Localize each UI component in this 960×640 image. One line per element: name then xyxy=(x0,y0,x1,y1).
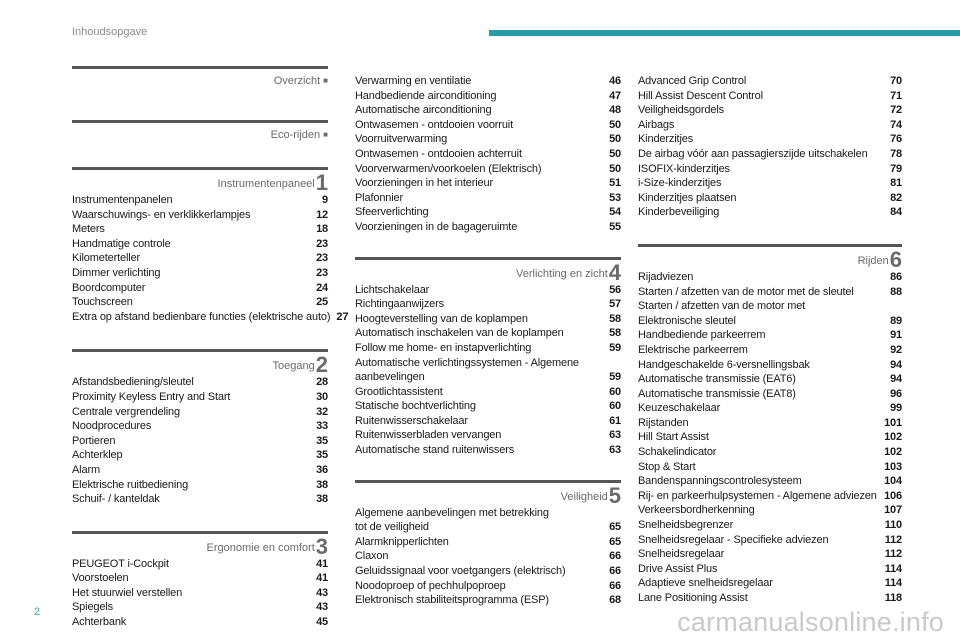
toc-entry-page: 101 xyxy=(884,416,902,429)
toc-entry[interactable] xyxy=(72,615,328,630)
toc-entry[interactable] xyxy=(638,576,902,591)
toc-entry-label: Snelheidsbegrenzer xyxy=(638,519,734,532)
toc-entry-page: 66 xyxy=(609,565,621,578)
toc-entry-label: Kinderzitjes plaatsen xyxy=(638,191,737,204)
toc-entry[interactable] xyxy=(638,416,902,431)
toc-entry[interactable] xyxy=(638,162,902,177)
toc-entry[interactable] xyxy=(638,562,902,577)
toc-entry-label: Automatische airconditioning xyxy=(355,104,492,117)
toc-entry[interactable] xyxy=(355,399,621,414)
toc-entry[interactable] xyxy=(355,118,621,133)
toc-entry-page: 30 xyxy=(316,390,328,403)
toc-entry[interactable] xyxy=(72,600,328,615)
toc-entry[interactable] xyxy=(72,478,328,493)
toc-entry-page: 96 xyxy=(890,387,902,400)
toc-entry[interactable] xyxy=(638,547,902,562)
toc-entry[interactable] xyxy=(72,251,328,266)
toc-entry[interactable] xyxy=(355,564,621,579)
toc-entry-page: 61 xyxy=(609,414,621,427)
toc-entry-label: Voorverwarmen/voorkoelen (Elektrisch) xyxy=(355,162,542,175)
toc-entry[interactable] xyxy=(72,434,328,449)
section-title: Overzicht xyxy=(273,75,321,87)
toc-entry-label: Geluidssignaal voor voetgangers (elektrisch) xyxy=(355,565,566,578)
toc-entry-page: 88 xyxy=(890,285,902,298)
toc-entry-label: Lichtschakelaar xyxy=(355,283,430,296)
toc-entry-label: Elektronisch stabiliteitsprogramma (ESP) xyxy=(355,594,549,607)
toc-entry-page: 23 xyxy=(316,266,328,279)
toc-entry-label: Afstandsbediening/sleutel xyxy=(72,376,194,389)
toc-entry-page: 118 xyxy=(884,592,902,604)
toc-entry-page: 23 xyxy=(316,252,328,265)
toc-entry-page: 66 xyxy=(609,550,621,563)
toc-entry-page: 18 xyxy=(316,223,328,236)
toc-entry-label: Alarm xyxy=(72,463,100,476)
section-heading xyxy=(355,257,621,283)
toc-entry-label: Veiligheidsgordels xyxy=(638,104,724,117)
toc-entry-label: Dimmer verlichting xyxy=(72,266,161,279)
toc-entry[interactable] xyxy=(72,310,349,325)
header-accent-bar xyxy=(489,30,960,36)
toc-entry-label: Alarmknipperlichten xyxy=(355,535,449,548)
toc-entry-page: 59 xyxy=(609,371,621,384)
toc-entry-page: 45 xyxy=(316,616,328,629)
toc-entry[interactable] xyxy=(355,593,621,608)
toc-entry-page: 72 xyxy=(890,104,902,117)
toc-entry[interactable] xyxy=(72,208,328,223)
toc-entry-label: Lane Positioning Assist xyxy=(638,592,748,604)
toc-entry-label-line: Elektronische sleutel xyxy=(638,314,736,327)
toc-entry[interactable] xyxy=(638,372,902,387)
toc-entry-page: 43 xyxy=(316,601,328,614)
toc-entry[interactable] xyxy=(72,571,328,586)
section-title: Toegang xyxy=(272,360,315,373)
toc-entry[interactable] xyxy=(355,74,621,89)
toc-entry[interactable] xyxy=(355,297,621,312)
toc-entry-page: 79 xyxy=(890,162,902,175)
toc-entry-label: Keuzeschakelaar xyxy=(638,402,721,415)
toc-entry-page: 41 xyxy=(316,557,328,570)
toc-entry-label: Elektrische parkeerrem xyxy=(638,343,748,356)
toc-entry[interactable] xyxy=(355,341,621,356)
section-heading xyxy=(72,120,328,142)
section-heading xyxy=(72,531,328,557)
toc-entry-label: Richtingaanwijzers xyxy=(355,298,445,311)
toc-entry-page: 89 xyxy=(890,314,902,327)
section-title: Instrumentenpaneel xyxy=(217,178,315,190)
toc-entry[interactable] xyxy=(638,343,902,358)
toc-entry[interactable] xyxy=(638,489,902,504)
section-number: 6 xyxy=(889,246,902,272)
toc-entry-label: Sfeerverlichting xyxy=(355,206,429,219)
toc-entry-page: 36 xyxy=(316,463,328,476)
toc-entry-label: Extra op afstand bedienbare functies (elektrische auto) xyxy=(72,310,331,323)
toc-entry-page: 56 xyxy=(609,283,621,296)
toc-entry-label: Drive Assist Plus xyxy=(638,562,718,575)
toc-entry[interactable] xyxy=(72,448,328,463)
toc-entry-page: 91 xyxy=(890,329,902,342)
toc-entry-label: PEUGEOT i-Cockpit xyxy=(72,557,169,570)
toc-entry-page: 25 xyxy=(316,296,328,309)
toc-entry-label: Boordcomputer xyxy=(72,281,146,294)
section-title: Rijden xyxy=(857,254,889,267)
toc-entry-page: 102 xyxy=(884,446,902,459)
toc-entry[interactable] xyxy=(355,443,621,458)
toc-entry[interactable] xyxy=(72,586,328,601)
toc-entry[interactable] xyxy=(355,283,621,298)
toc-entry-label-line: Algemene aanbevelingen met betrekking xyxy=(355,506,549,519)
toc-entry[interactable] xyxy=(355,428,621,443)
toc-entry-label: De airbag vóór aan passagierszijde uitschakelen xyxy=(638,147,868,160)
toc-entry-label: Rijadviezen xyxy=(638,270,694,283)
toc-entry-label: ISOFIX-kinderzitjes xyxy=(638,162,730,175)
section-heading xyxy=(72,167,328,193)
toc-entry[interactable] xyxy=(355,89,621,104)
toc-entry[interactable] xyxy=(355,191,621,206)
toc-entry[interactable] xyxy=(355,176,621,191)
toc-entry-label: i-Size-kinderzitjes xyxy=(638,177,722,190)
toc-entry[interactable] xyxy=(72,266,328,281)
toc-entry-label: Starten / afzetten van de motor met de sleutel xyxy=(638,285,854,298)
toc-entry-page: 81 xyxy=(890,177,902,190)
toc-entry-label: Kilometerteller xyxy=(72,252,141,265)
toc-entry-page: 48 xyxy=(609,104,621,117)
section-title: Veiligheid xyxy=(560,490,608,503)
toc-entry-label xyxy=(638,299,805,328)
toc-entry-label: Voorruitverwarming xyxy=(355,133,448,146)
toc-entry-label: Statische bochtverlichting xyxy=(355,400,476,413)
toc-entry-page: 65 xyxy=(609,521,621,534)
toc-entry-label: Automatische stand ruitenwissers xyxy=(355,444,515,457)
toc-entry-label: Portieren xyxy=(72,434,116,447)
toc-entry-page: 50 xyxy=(609,147,621,160)
toc-entry[interactable] xyxy=(638,518,902,533)
toc-entry-page: 70 xyxy=(890,75,902,87)
toc-entry[interactable] xyxy=(638,299,902,328)
toc-entry-page: 66 xyxy=(609,579,621,592)
toc-entry-page: 27 xyxy=(336,310,349,323)
toc-entry[interactable] xyxy=(355,506,621,535)
toc-entry-page: 9 xyxy=(322,194,328,206)
toc-entry-page: 71 xyxy=(890,89,902,102)
toc-entry-page: 58 xyxy=(609,327,621,340)
toc-entry-page: 106 xyxy=(884,489,902,502)
section-heading xyxy=(355,480,621,506)
toc-entry[interactable] xyxy=(355,220,621,235)
toc-entry-label: Claxon xyxy=(355,550,389,563)
toc-entry-label: Handmatige controle xyxy=(72,237,171,250)
toc-entry-label: Handbediende parkeerrem xyxy=(638,329,766,342)
page-header-title: Inhoudsopgave xyxy=(72,26,148,38)
toc-entry-page: 107 xyxy=(884,504,902,517)
toc-entry-label: Spiegels xyxy=(72,601,113,614)
toc-entry-page: 65 xyxy=(609,535,621,548)
toc-entry-label: Stop & Start xyxy=(638,460,696,473)
toc-entry-page: 24 xyxy=(316,281,328,294)
toc-entry-page: 94 xyxy=(890,358,902,371)
toc-entry-page: 38 xyxy=(316,478,328,491)
toc-entry-page: 63 xyxy=(609,444,621,457)
toc-entry-page: 50 xyxy=(609,118,621,131)
toc-entry-page: 112 xyxy=(884,533,902,546)
toc-entry-label: Airbags xyxy=(638,118,675,131)
toc-entry-label xyxy=(355,506,549,535)
toc-entry-label xyxy=(355,356,579,385)
section-number: 4 xyxy=(608,259,621,285)
toc-entry-page: 94 xyxy=(890,373,902,386)
toc-entry-page: 38 xyxy=(316,493,328,506)
section-heading xyxy=(72,349,328,378)
toc-entry[interactable] xyxy=(72,463,328,478)
toc-entry-label: Snelheidsregelaar xyxy=(638,548,725,561)
toc-entry[interactable] xyxy=(638,89,902,104)
toc-entry-page: 60 xyxy=(609,400,621,413)
section-number: 3 xyxy=(315,533,328,559)
toc-entry-label-line: Automatische verlichtingssystemen - Algemene xyxy=(355,356,579,369)
section-number: 1 xyxy=(315,170,328,195)
toc-entry-label: Noodoproep of pechhulpoproep xyxy=(355,579,506,592)
toc-entry-page: 35 xyxy=(316,449,328,462)
toc-entry-page: 68 xyxy=(609,594,621,607)
toc-entry-label: Handgeschakelde 6-versnellingsbak xyxy=(638,358,810,371)
toc-entry[interactable] xyxy=(638,176,902,191)
toc-entry-page: 112 xyxy=(884,548,902,561)
toc-entry-label: Ontwasemen - ontdooien voorruit xyxy=(355,118,513,131)
toc-entry[interactable] xyxy=(638,503,902,518)
toc-entry[interactable] xyxy=(638,205,902,220)
toc-entry-label: Achterbank xyxy=(72,616,127,629)
toc-entry-page: 55 xyxy=(609,220,621,233)
section-marker-icon: ■ xyxy=(323,76,328,85)
toc-entry-page: 58 xyxy=(609,312,621,325)
toc-entry-page: 104 xyxy=(884,475,902,488)
toc-entry[interactable] xyxy=(72,237,328,252)
toc-entry-label: Meters xyxy=(72,223,105,236)
toc-column-1 xyxy=(72,66,349,630)
toc-entry-label: Voorzieningen in het interieur xyxy=(355,177,493,190)
toc-entry[interactable] xyxy=(638,591,902,606)
toc-entry-label: Achterklep xyxy=(72,449,123,462)
toc-entry-label: Centrale vergrendeling xyxy=(72,405,180,418)
toc-entry-page: 92 xyxy=(890,343,902,356)
toc-entry[interactable] xyxy=(72,295,328,310)
toc-entry[interactable] xyxy=(72,492,328,507)
toc-entry-label: Grootlichtassistent xyxy=(355,385,443,398)
toc-entry-page: 54 xyxy=(609,206,621,219)
section-title: Ergonomie en comfort xyxy=(206,541,315,554)
toc-entry[interactable] xyxy=(638,118,902,133)
toc-entry-label-line: aanbevelingen xyxy=(355,371,425,384)
section-title: Verlichting en zicht xyxy=(516,267,608,280)
section-title: Eco-rijden xyxy=(270,129,321,141)
toc-entry[interactable] xyxy=(355,549,621,564)
toc-entry-label: Automatische transmissie (EAT8) xyxy=(638,387,796,400)
toc-entry-label: Advanced Grip Control xyxy=(638,75,747,87)
toc-entry[interactable] xyxy=(72,557,328,572)
toc-entry[interactable] xyxy=(72,390,328,405)
toc-entry-label: Ruitenwisserbladen vervangen xyxy=(355,429,502,442)
toc-entry-label: Bandenspanningscontrolesysteem xyxy=(638,475,802,488)
toc-entry-label: Schuif- / kanteldak xyxy=(72,493,160,506)
toc-entry-label-line: Starten / afzetten van de motor met xyxy=(638,300,806,313)
toc-entry-label: Verwarming en ventilatie xyxy=(355,75,472,87)
toc-column-2 xyxy=(355,74,621,608)
toc-entry[interactable] xyxy=(638,285,902,300)
toc-entry[interactable] xyxy=(72,193,328,208)
toc-entry[interactable] xyxy=(355,535,621,550)
toc-entry-page: 59 xyxy=(609,341,621,354)
toc-entry-label: Handbediende airconditioning xyxy=(355,89,497,102)
toc-entry-page: 57 xyxy=(609,298,621,311)
toc-entry[interactable] xyxy=(638,191,902,206)
toc-entry[interactable] xyxy=(638,74,902,89)
toc-entry[interactable] xyxy=(72,405,328,420)
section-heading xyxy=(638,244,902,270)
toc-entry-label: Noodprocedures xyxy=(72,420,152,433)
toc-entry-label: Ontwasemen - ontdooien achterruit xyxy=(355,147,522,160)
toc-entry[interactable] xyxy=(638,474,902,489)
page-number: 2 xyxy=(34,606,41,618)
toc-entry[interactable] xyxy=(355,132,621,147)
toc-entry-label: Plafonnier xyxy=(355,191,404,204)
toc-entry-page: 74 xyxy=(890,118,902,131)
toc-entry[interactable] xyxy=(355,326,621,341)
toc-entry[interactable] xyxy=(355,579,621,594)
toc-entry-label: Touchscreen xyxy=(72,296,133,309)
toc-entry-label: Kinderzitjes xyxy=(638,133,694,146)
toc-entry-page: 60 xyxy=(609,385,621,398)
toc-entry-page: 51 xyxy=(609,177,621,190)
toc-entry-label: Voorstoelen xyxy=(72,572,129,585)
toc-entry-page: 23 xyxy=(316,237,328,250)
toc-entry[interactable] xyxy=(638,328,902,343)
watermark: carmanualsonline.info xyxy=(677,607,944,637)
toc-entry[interactable] xyxy=(638,401,902,416)
toc-entry-label: Het stuurwiel verstellen xyxy=(72,586,183,599)
toc-entry[interactable] xyxy=(355,312,621,327)
toc-entry[interactable] xyxy=(72,419,328,434)
toc-entry-page: 41 xyxy=(316,572,328,585)
toc-entry-label: Automatisch inschakelen van de koplampen xyxy=(355,327,564,340)
toc-entry[interactable] xyxy=(638,147,902,162)
toc-entry[interactable] xyxy=(355,162,621,177)
toc-entry[interactable] xyxy=(355,147,621,162)
toc-entry[interactable] xyxy=(355,103,621,118)
toc-entry[interactable] xyxy=(638,533,902,548)
toc-entry-page: 43 xyxy=(316,586,328,599)
toc-entry-page: 33 xyxy=(316,420,328,433)
toc-entry-label: Follow me home- en instapverlichting xyxy=(355,341,532,354)
toc-entry[interactable] xyxy=(72,281,328,296)
toc-entry-page: 102 xyxy=(884,431,902,444)
toc-entry-page: 76 xyxy=(890,133,902,146)
toc-entry-page: 46 xyxy=(609,75,621,87)
toc-entry-page: 99 xyxy=(890,402,902,415)
toc-entry-page: 32 xyxy=(316,405,328,418)
toc-entry-page: 103 xyxy=(884,460,902,473)
toc-entry-page: 84 xyxy=(890,206,902,219)
toc-entry[interactable] xyxy=(638,358,902,373)
toc-entry-page: 35 xyxy=(316,434,328,447)
toc-entry-page: 12 xyxy=(316,208,328,221)
section-number: 5 xyxy=(608,482,621,508)
toc-entry[interactable] xyxy=(638,387,902,402)
toc-entry-page: 50 xyxy=(609,162,621,175)
toc-entry-label: Schakelindicator xyxy=(638,446,717,459)
toc-entry-page: 53 xyxy=(609,191,621,204)
toc-entry[interactable] xyxy=(355,205,621,220)
toc-entry[interactable] xyxy=(355,385,621,400)
toc-entry-label: Ruitenwisserschakelaar xyxy=(355,414,468,427)
toc-entry-page: 86 xyxy=(890,270,902,283)
toc-entry[interactable] xyxy=(638,132,902,147)
toc-entry[interactable] xyxy=(355,414,621,429)
section-heading xyxy=(72,66,328,88)
toc-entry-label-line: tot de veiligheid xyxy=(355,521,429,534)
toc-entry-page: 114 xyxy=(884,577,902,590)
toc-entry-page: 47 xyxy=(609,89,621,102)
toc-entry-label: Hill Assist Descent Control xyxy=(638,89,763,102)
toc-entry-page: 28 xyxy=(316,376,328,389)
toc-entry[interactable] xyxy=(355,356,621,385)
toc-entry-page: 82 xyxy=(890,191,902,204)
toc-entry-label: Kinderbeveiliging xyxy=(638,206,720,219)
toc-entry[interactable] xyxy=(638,430,902,445)
toc-entry-page: 78 xyxy=(890,147,902,160)
toc-entry-label: Hill Start Assist xyxy=(638,431,709,444)
toc-entry-label: Adaptieve snelheidsregelaar xyxy=(638,577,773,590)
toc-entry-label: Instrumentenpanelen xyxy=(72,194,173,206)
section-marker-icon: ■ xyxy=(323,130,328,139)
toc-entry-page: 50 xyxy=(609,133,621,146)
toc-entry-label: Waarschuwings- en verklikkerlampjes xyxy=(72,208,251,221)
toc-entry-label: Hoogteverstelling van de koplampen xyxy=(355,312,528,325)
toc-entry-label: Elektrische ruitbediening xyxy=(72,478,189,491)
toc-column-3 xyxy=(638,74,902,606)
toc-entry-label: Snelheidsregelaar - Specifieke adviezen xyxy=(638,533,829,546)
toc-entry-label: Proximity Keyless Entry and Start xyxy=(72,390,231,403)
toc-entry-label: Voorzieningen in de bagageruimte xyxy=(355,220,518,233)
toc-entry[interactable] xyxy=(638,445,902,460)
toc-entry-label: Rijstanden xyxy=(638,416,689,429)
toc-entry[interactable] xyxy=(72,222,328,237)
toc-entry[interactable] xyxy=(72,375,328,390)
toc-entry[interactable] xyxy=(638,270,902,285)
toc-entry-page: 110 xyxy=(884,519,902,532)
toc-entry[interactable] xyxy=(638,103,902,118)
toc-entry-page: 63 xyxy=(609,429,621,442)
section-number: 2 xyxy=(315,352,328,378)
toc-entry-label: Verkeersbordherkenning xyxy=(638,504,755,517)
toc-entry-page: 114 xyxy=(884,562,902,575)
toc-entry-label: Rij- en parkeerhulpsystemen - Algemene adviezen xyxy=(638,489,877,502)
toc-entry[interactable] xyxy=(638,460,902,475)
toc-entry-label: Automatische transmissie (EAT6) xyxy=(638,373,796,386)
